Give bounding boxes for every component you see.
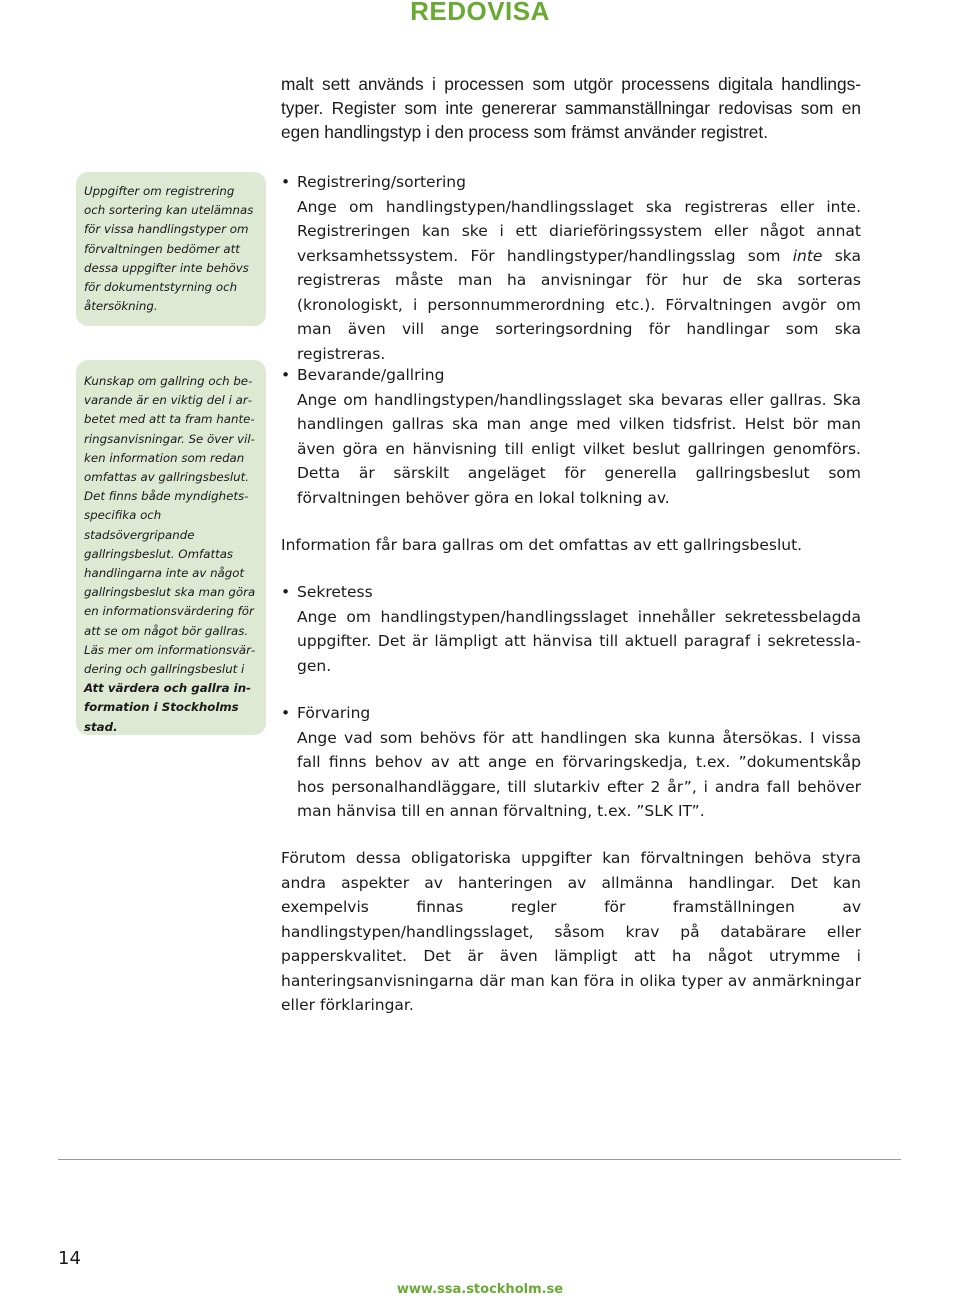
sidebar-note-text: Uppgifter om registrering och sortering kan utelämnas för vissa handlingstyper om förvaltningen bedömer att dessa uppgifter inte behövs för dokumentstyrning och återsökning. bbox=[84, 184, 254, 314]
bullet-bevarande bbox=[281, 363, 861, 510]
bullet-heading: Registrering/sortering bbox=[297, 173, 466, 191]
bullet-marker: • bbox=[281, 366, 291, 384]
bullet-marker: • bbox=[281, 583, 291, 601]
bullet-heading: Förvaring bbox=[297, 704, 371, 722]
sidebar-note-body bbox=[84, 372, 258, 737]
bullet-body: Ange om handlingstypen/handlingsslaget innehåller sekretessbelagda uppgifter. Det är lämpligt att hänvisa till aktuell paragraf i sekretesslagen. bbox=[297, 607, 861, 675]
bullet-body: Ange vad som behövs för att handlingen ska kunna återsökas. I vissa fall finns behov av att ange en förvaringskedja, t.ex. ”dokumentskåp hos personalhandläggare, till slutarkiv efter 2 år”, i andra fall behöver man hänvisa till en annan förvaltning, t.ex. ”SLK IT”. bbox=[297, 728, 861, 820]
bullet-heading: Bevarande/gallring bbox=[297, 366, 445, 384]
bullet-text-part: ska registreras måste man ha anvisningar för hur de ska sorteras (kronologiskt, i personnummerordning etc.). Förvaltningen avgör om man även vill ange sorteringsordning för handlingar som ska registreras. bbox=[297, 246, 861, 363]
bullet-forvaring bbox=[281, 701, 861, 824]
sidebar-note-registrering bbox=[76, 172, 266, 326]
page-number: 14 bbox=[58, 1248, 81, 1269]
footer-divider bbox=[58, 1159, 901, 1160]
footer-link[interactable]: www.ssa.stockholm.se bbox=[396, 1282, 564, 1297]
bullet-heading: Sekretess bbox=[297, 583, 373, 601]
sidebar-note-gallring bbox=[76, 360, 266, 735]
bullet-marker: • bbox=[281, 704, 291, 722]
emphasis-text: inte bbox=[792, 246, 823, 265]
closing-paragraph: Förutom dessa obligatoriska uppgifter kan förvaltningen behöva styra andra aspekter av hanteringen av allmänna handlingar. Det kan exempelvis finnas regler för framställningen av handlingstypen/handlingsslaget, såsom krav på databärare eller papperskvalitet. Det är även lämpligt att ha något utrymme i hanteringsanvisningarna där man kan föra in olika typer av anmärkningar eller förklaringar. bbox=[281, 849, 861, 1014]
bullet-marker: • bbox=[281, 173, 291, 191]
gallring-info-paragraph: Information får bara gallras om det omfattas av ett gallringsbeslut. bbox=[281, 536, 803, 554]
bullet-registrering bbox=[281, 170, 861, 366]
page-title: REDOVISA bbox=[410, 0, 550, 26]
intro-text: malt sett används i processen som utgör processens digitala handlingstyper. Register som inte genererar sammanställningar redovisas som en egen handlingstyp i den process som främst använder registret. bbox=[281, 74, 861, 142]
sidebar-note-text: Kunskap om gallring och bevarande är en viktig del i arbetet med att ta fram hanteringsanvisningar. Se över vilken information som redan omfattas av gallringsbeslut. Det finns både myndighetsspecifika och stadsövergripande gallringsbeslut. Omfattas handlingarna inte av något gallringsbeslut ska man göra en informationsvärdering för att se om något bör gallras. Läs mer om informationsvärdering och gallringsbeslut i bbox=[84, 374, 256, 677]
bullet-body bbox=[297, 195, 861, 367]
intro-paragraph bbox=[281, 72, 861, 144]
bullet-body: Ange om handlingstypen/handlingsslaget ska bevaras eller gallras. Ska handlingen gallras ska man ange med vilken tidsfrist. Helst bör man även göra en hänvisning till enligt vilket beslut gallringen genomförs. Detta är särskilt angeläget för generella gallringsbeslut som förvaltningen behöver göra en lokal tolkning av. bbox=[297, 390, 861, 507]
bullet-text-part: Ange om handlingstypen/handlingsslaget ska registreras eller inte. Registreringen kan ske i ett diarieföringssystem eller något annat verksamhetssystem. För handlingstyper/handlingsslag som bbox=[297, 197, 861, 265]
bullet-sekretess bbox=[281, 580, 861, 678]
publication-reference: Att värdera och gallra information i Stockholms stad. bbox=[84, 681, 251, 734]
